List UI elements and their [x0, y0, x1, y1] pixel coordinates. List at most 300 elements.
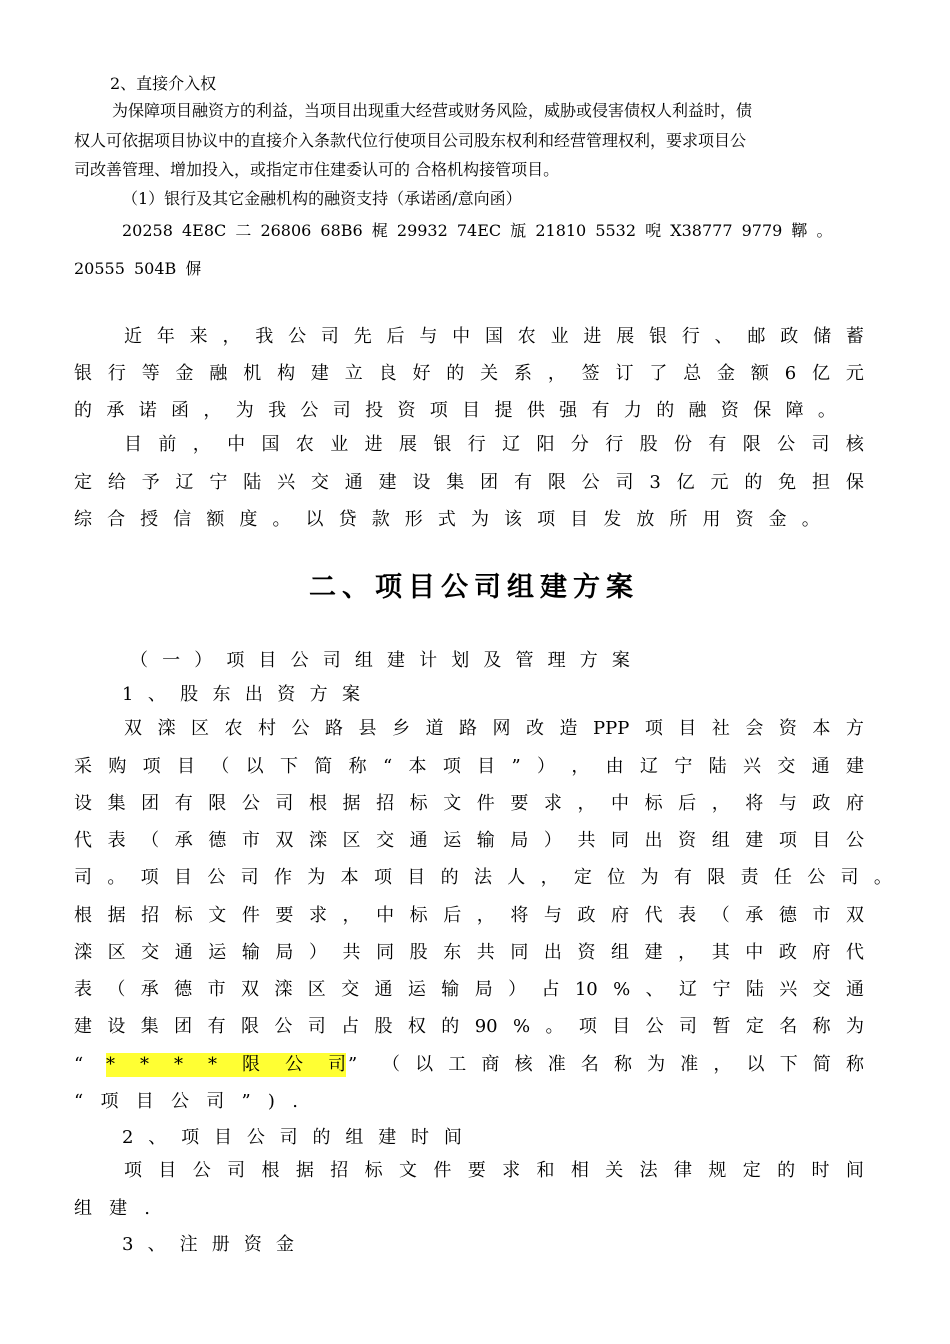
glyph: 项 — [181, 1127, 200, 1148]
glyph: 名 — [580, 1054, 599, 1075]
glyph: 目 — [570, 509, 589, 530]
glyph: 司 — [279, 1127, 298, 1148]
glyph: 建 — [644, 942, 663, 963]
glyph: 求 — [543, 793, 562, 814]
glyph: * — [174, 1054, 183, 1075]
highlighted-company-name — [106, 1053, 346, 1077]
spaced-line — [124, 436, 864, 454]
garbled-code-line: 20555 504B 偋 — [74, 259, 202, 278]
glyph: 占 — [341, 1016, 360, 1037]
glyph: 交 — [777, 756, 796, 777]
glyph: 交 — [376, 830, 395, 851]
spaced-line — [74, 511, 820, 529]
glyph: 同 — [510, 942, 529, 963]
glyph: 共 — [577, 830, 596, 851]
glyph: 中 — [227, 434, 246, 455]
glyph: 政 — [780, 326, 799, 347]
glyph: 交 — [141, 942, 160, 963]
glyph: 中 — [452, 326, 471, 347]
glyph: 股 — [374, 1016, 393, 1037]
glyph: 融 — [209, 363, 228, 384]
glyph: 度 — [239, 509, 258, 530]
glyph: 储 — [813, 326, 832, 347]
glyph: 文 — [443, 793, 462, 814]
glyph: 机 — [243, 363, 262, 384]
glyph: 目 — [213, 1127, 232, 1148]
glyph: 东 — [212, 684, 231, 705]
glyph: 辽 — [679, 979, 698, 1000]
glyph: 东 — [443, 942, 462, 963]
glyph: 件 — [433, 1160, 452, 1181]
glyph: 滦 — [157, 718, 176, 739]
glyph: （ — [382, 1054, 400, 1075]
glyph: 作 — [273, 867, 292, 888]
glyph: ） — [543, 830, 562, 851]
glyph: 来 — [189, 326, 208, 347]
item-heading — [122, 1129, 462, 1147]
glyph: 通 — [846, 979, 864, 1000]
glyph: 担 — [812, 472, 831, 493]
glyph: 本 — [340, 867, 359, 888]
glyph: 。 — [817, 400, 836, 421]
glyph: 公 — [241, 793, 260, 814]
item-heading — [122, 686, 360, 704]
glyph: 注 — [179, 1234, 198, 1255]
glyph: % — [512, 1016, 531, 1037]
glyph: 强 — [559, 400, 578, 421]
glyph: 建 — [387, 650, 405, 671]
glyph: 关 — [605, 1160, 624, 1181]
paragraph-line: 权人可依据项目协议中的直接介入条款代位行使项目公司股东权利和经营管理权利，要求项目公 — [74, 131, 747, 150]
glyph: 代 — [644, 905, 663, 926]
glyph: 据 — [342, 793, 361, 814]
glyph: 设 — [412, 472, 431, 493]
glyph: 股 — [409, 942, 428, 963]
glyph: 组 — [711, 830, 730, 851]
glyph: 兴 — [277, 472, 296, 493]
glyph: 辽 — [175, 472, 194, 493]
glyph: 限 — [742, 434, 761, 455]
glyph: 的 — [656, 400, 675, 421]
glyph: 文 — [399, 1160, 417, 1181]
glyph: 有 — [708, 434, 727, 455]
glyph: 德 — [778, 905, 797, 926]
glyph: 运 — [407, 979, 426, 1000]
glyph: 国 — [261, 434, 280, 455]
glyph: 项 — [100, 1091, 119, 1112]
glyph: 关 — [480, 363, 499, 384]
spaced-line — [74, 402, 836, 420]
glyph: 、 — [645, 979, 664, 1000]
glyph: 构 — [277, 363, 296, 384]
glyph: 司 — [74, 867, 92, 888]
glyph: 函 — [171, 400, 190, 421]
glyph: 目 — [678, 718, 697, 739]
glyph: . — [292, 1091, 298, 1112]
glyph: ） — [308, 942, 327, 963]
glyph: 、 — [147, 684, 166, 705]
glyph: 6 — [784, 363, 797, 384]
glyph: 给 — [107, 472, 126, 493]
spaced-line — [74, 869, 892, 887]
glyph: 表 — [74, 979, 92, 1000]
glyph: 宁 — [712, 979, 731, 1000]
glyph: 以 — [305, 509, 324, 530]
glyph: 名 — [779, 1016, 798, 1037]
glyph: 发 — [603, 509, 622, 530]
glyph: 标 — [174, 905, 193, 926]
glyph: 滦 — [274, 979, 293, 1000]
glyph: 的 — [441, 1016, 460, 1037]
glyph: 输 — [476, 830, 495, 851]
glyph: 的 — [312, 1127, 331, 1148]
glyph: 组 — [354, 650, 373, 671]
glyph: 规 — [708, 1160, 727, 1181]
glyph: 元 — [845, 363, 864, 384]
glyph: 双 — [275, 830, 294, 851]
glyph: 方 — [309, 684, 328, 705]
glyph: 输 — [241, 942, 260, 963]
glyph: 改 — [526, 718, 544, 739]
glyph: 司 — [332, 400, 351, 421]
glyph: 团 — [174, 1016, 193, 1037]
glyph: 简 — [314, 756, 333, 777]
glyph: （ — [211, 756, 230, 777]
item-heading — [122, 1236, 294, 1254]
glyph: 资 — [577, 942, 596, 963]
glyph: ） — [508, 979, 527, 1000]
glyph: 县 — [358, 718, 377, 739]
glyph: 年 — [156, 326, 175, 347]
glyph: 司 — [615, 472, 634, 493]
glyph: 有 — [174, 793, 193, 814]
glyph: 我 — [268, 400, 287, 421]
glyph: 运 — [208, 942, 227, 963]
glyph: 根 — [308, 793, 327, 814]
glyph: 市 — [812, 905, 831, 926]
glyph: 为 — [235, 400, 254, 421]
glyph: 建 — [378, 472, 397, 493]
glyph: 信 — [173, 509, 192, 530]
glyph: 保 — [845, 472, 864, 493]
glyph: 的 — [440, 867, 459, 888]
glyph: 有 — [513, 472, 532, 493]
glyph: 府 — [812, 942, 831, 963]
glyph: 会 — [745, 718, 764, 739]
glyph: “ — [74, 1091, 84, 1112]
glyph: 式 — [437, 509, 456, 530]
glyph: 金 — [276, 1234, 294, 1255]
glyph: 村 — [258, 718, 276, 739]
glyph: 造 — [559, 718, 578, 739]
glyph: 路 — [325, 718, 343, 739]
glyph: 银 — [433, 434, 452, 455]
glyph: 时 — [411, 1127, 430, 1148]
glyph: 及 — [483, 650, 502, 671]
glyph: 公 — [290, 650, 309, 671]
glyph: 目 — [173, 867, 192, 888]
glyph: 项 — [140, 867, 159, 888]
glyph: 滦 — [74, 942, 92, 963]
glyph: 招 — [141, 905, 160, 926]
glyph: 前 — [158, 434, 177, 455]
glyph: 公 — [645, 1016, 664, 1037]
glyph: 股 — [639, 434, 658, 455]
glyph: ” — [241, 1091, 251, 1112]
glyph: 集 — [140, 1016, 159, 1037]
glyph: 蓄 — [845, 326, 864, 347]
glyph: 以 — [415, 1054, 434, 1075]
glyph: 称 — [812, 1016, 831, 1037]
glyph: 运 — [443, 830, 462, 851]
glyph: 行 — [107, 363, 126, 384]
glyph: 府 — [611, 905, 629, 926]
glyph: 公 — [291, 718, 310, 739]
glyph: 3 — [649, 472, 661, 493]
glyph: 以 — [245, 756, 264, 777]
glyph: 商 — [481, 1054, 500, 1075]
glyph: 融 — [688, 400, 707, 421]
glyph: 以 — [746, 1054, 765, 1075]
glyph: 路 — [459, 718, 477, 739]
glyph: 定 — [573, 867, 592, 888]
glyph: 管 — [515, 650, 534, 671]
glyph: 先 — [353, 326, 372, 347]
glyph: 公 — [288, 326, 307, 347]
glyph: 区 — [107, 942, 126, 963]
glyph: 项 — [226, 650, 245, 671]
glyph: 后 — [386, 326, 405, 347]
glyph: 案 — [611, 650, 630, 671]
glyph: 理 — [547, 650, 566, 671]
glyph: 合 — [107, 509, 126, 530]
glyph: 根 — [261, 1160, 280, 1181]
glyph: 款 — [371, 509, 390, 530]
glyph: 据 — [107, 905, 126, 926]
glyph: 权 — [407, 1016, 426, 1037]
glyph: 宁 — [674, 756, 693, 777]
glyph: PPP — [593, 718, 630, 739]
glyph: 通 — [374, 979, 393, 1000]
glyph: 出 — [543, 942, 562, 963]
glyph: ， — [203, 400, 222, 421]
glyph: 项 — [124, 1160, 142, 1181]
glyph: ， — [547, 363, 566, 384]
glyph: 项 — [142, 756, 161, 777]
glyph: 局 — [275, 942, 294, 963]
glyph: 行 — [681, 326, 700, 347]
glyph: 贷 — [338, 509, 357, 530]
glyph: 区 — [307, 979, 326, 1000]
glyph: 团 — [480, 472, 499, 493]
glyph: 综 — [74, 509, 92, 530]
glyph: 资 — [735, 509, 754, 530]
glyph: 司 — [840, 867, 859, 888]
glyph: 局 — [510, 830, 529, 851]
glyph: 司 — [322, 650, 341, 671]
glyph: 简 — [812, 1054, 831, 1075]
glyph: 司 — [206, 1091, 225, 1112]
glyph: 通 — [811, 756, 830, 777]
glyph: 公 — [274, 1016, 293, 1037]
spaced-line — [74, 365, 864, 383]
glyph: 该 — [504, 509, 523, 530]
glyph: 行 — [467, 434, 486, 455]
glyph: 公 — [300, 400, 319, 421]
glyph: 目 — [176, 756, 195, 777]
glyph: 亿 — [812, 363, 831, 384]
glyph: 中 — [376, 905, 395, 926]
glyph: 业 — [330, 434, 349, 455]
glyph: 表 — [678, 905, 697, 926]
glyph: 组 — [74, 1198, 92, 1219]
glyph: 分 — [570, 434, 589, 455]
glyph: 和 — [536, 1160, 555, 1181]
glyph: 方 — [845, 718, 864, 739]
spaced-line — [124, 328, 864, 346]
glyph: 承 — [140, 979, 159, 1000]
glyph: 共 — [476, 942, 495, 963]
glyph: 有 — [591, 400, 610, 421]
glyph: 乡 — [392, 718, 410, 739]
glyph: 好 — [412, 363, 431, 384]
glyph: 承 — [106, 400, 125, 421]
glyph: 法 — [473, 867, 492, 888]
glyph: ， — [577, 793, 596, 814]
glyph: 建 — [845, 756, 864, 777]
glyph: 件 — [476, 793, 495, 814]
spaced-line — [74, 1018, 864, 1036]
glyph: 限 — [547, 472, 566, 493]
glyph: 力 — [623, 400, 642, 421]
glyph: 件 — [241, 905, 260, 926]
glyph: 与 — [543, 905, 562, 926]
spaced-line — [74, 944, 864, 962]
glyph: 交 — [341, 979, 360, 1000]
glyph: 下 — [779, 1054, 798, 1075]
glyph: 了 — [649, 363, 668, 384]
glyph: 公 — [170, 1091, 189, 1112]
glyph: 为 — [647, 1054, 666, 1075]
glyph: 标 — [364, 1160, 383, 1181]
glyph: 根 — [74, 905, 92, 926]
glyph: 农 — [295, 434, 314, 455]
glyph: 区 — [342, 830, 361, 851]
glyph: 位 — [607, 867, 626, 888]
glyph: 项 — [373, 867, 392, 888]
glyph: 社 — [711, 718, 730, 739]
glyph: 项 — [429, 400, 448, 421]
glyph: 司 — [307, 1016, 326, 1037]
glyph: 项 — [578, 1016, 597, 1037]
glyph: 团 — [141, 793, 160, 814]
glyph: 金 — [768, 509, 787, 530]
glyph: 资 — [678, 830, 697, 851]
glyph: 额 — [206, 509, 225, 530]
glyph: 标 — [644, 793, 663, 814]
glyph: 要 — [467, 1160, 486, 1181]
glyph: 业 — [550, 326, 569, 347]
glyph: 目 — [477, 756, 496, 777]
paragraph-line: 为保障项目融资方的利益，当项目出现重大经营或财务风险，威胁或侵害债权人利益时，债 — [112, 101, 753, 120]
glyph: 德 — [208, 830, 227, 851]
glyph: 与 — [419, 326, 438, 347]
glyph: 设 — [74, 793, 92, 814]
glyph: 交 — [310, 472, 329, 493]
glyph: 兴 — [779, 979, 798, 1000]
glyph: 占 — [541, 979, 560, 1000]
glyph: 行 — [605, 434, 624, 455]
glyph: 签 — [581, 363, 600, 384]
glyph: 建 — [109, 1198, 128, 1219]
glyph: 输 — [441, 979, 460, 1000]
glyph: 司 — [328, 1054, 346, 1075]
glyph: 陆 — [745, 979, 764, 1000]
garbled-code-line: 20258 4E8C 二 26806 68B6 梶 29932 74EC 瓬 21810 5532 唲 X38777 9779 鞹 。 — [122, 221, 833, 240]
glyph: 司 — [320, 326, 339, 347]
glyph: 司 — [227, 1160, 246, 1181]
glyph: 。 — [272, 509, 291, 530]
glyph: 政 — [577, 905, 596, 926]
glyph: 。 — [545, 1016, 564, 1037]
glyph: 资 — [277, 684, 296, 705]
glyph: 展 — [399, 434, 417, 455]
glyph: 共 — [342, 942, 361, 963]
glyph: 保 — [753, 400, 772, 421]
glyph: 由 — [605, 756, 624, 777]
glyph: 放 — [636, 509, 655, 530]
glyph: 滦 — [308, 830, 327, 851]
glyph: 准 — [547, 1054, 566, 1075]
glyph: 建 — [74, 1016, 92, 1037]
glyph: 称 — [348, 756, 367, 777]
glyph: 金 — [717, 363, 736, 384]
glyph: 限 — [242, 1054, 260, 1075]
glyph: 系 — [513, 363, 532, 384]
glyph: 资 — [778, 718, 797, 739]
glyph: 限 — [707, 867, 726, 888]
glyph: 通 — [409, 830, 428, 851]
glyph: 出 — [244, 684, 263, 705]
glyph: 公 — [192, 1160, 211, 1181]
glyph: 要 — [510, 793, 529, 814]
spaced-line — [124, 1162, 864, 1180]
glyph: 政 — [812, 793, 831, 814]
glyph: 的 — [777, 1160, 796, 1181]
glyph: 为 — [640, 867, 659, 888]
glyph: 后 — [678, 793, 697, 814]
glyph: 据 — [295, 1160, 314, 1181]
glyph: 立 — [344, 363, 363, 384]
glyph: 。 — [801, 509, 820, 530]
glyph: 将 — [745, 793, 764, 814]
glyph: 设 — [107, 1016, 126, 1037]
glyph: 的 — [446, 363, 465, 384]
glyph: 1 — [122, 684, 134, 705]
glyph: 市 — [241, 830, 260, 851]
glyph: ， — [540, 867, 559, 888]
glyph: 同 — [376, 942, 395, 963]
paragraph-line: 司改善管理、增加投入，或指定市住建委认可的 合格机构接管项目。 — [74, 160, 560, 179]
subheading-financing-support: （1）银行及其它金融机构的融资支持（承诺函/意向函） — [122, 189, 522, 208]
glyph: （ — [711, 905, 730, 926]
glyph: 公 — [845, 830, 864, 851]
glyph: 司 — [811, 434, 830, 455]
glyph: 银 — [74, 363, 92, 384]
glyph: “ — [74, 1054, 84, 1075]
glyph: 资 — [243, 1234, 262, 1255]
glyph: 代 — [74, 830, 92, 851]
